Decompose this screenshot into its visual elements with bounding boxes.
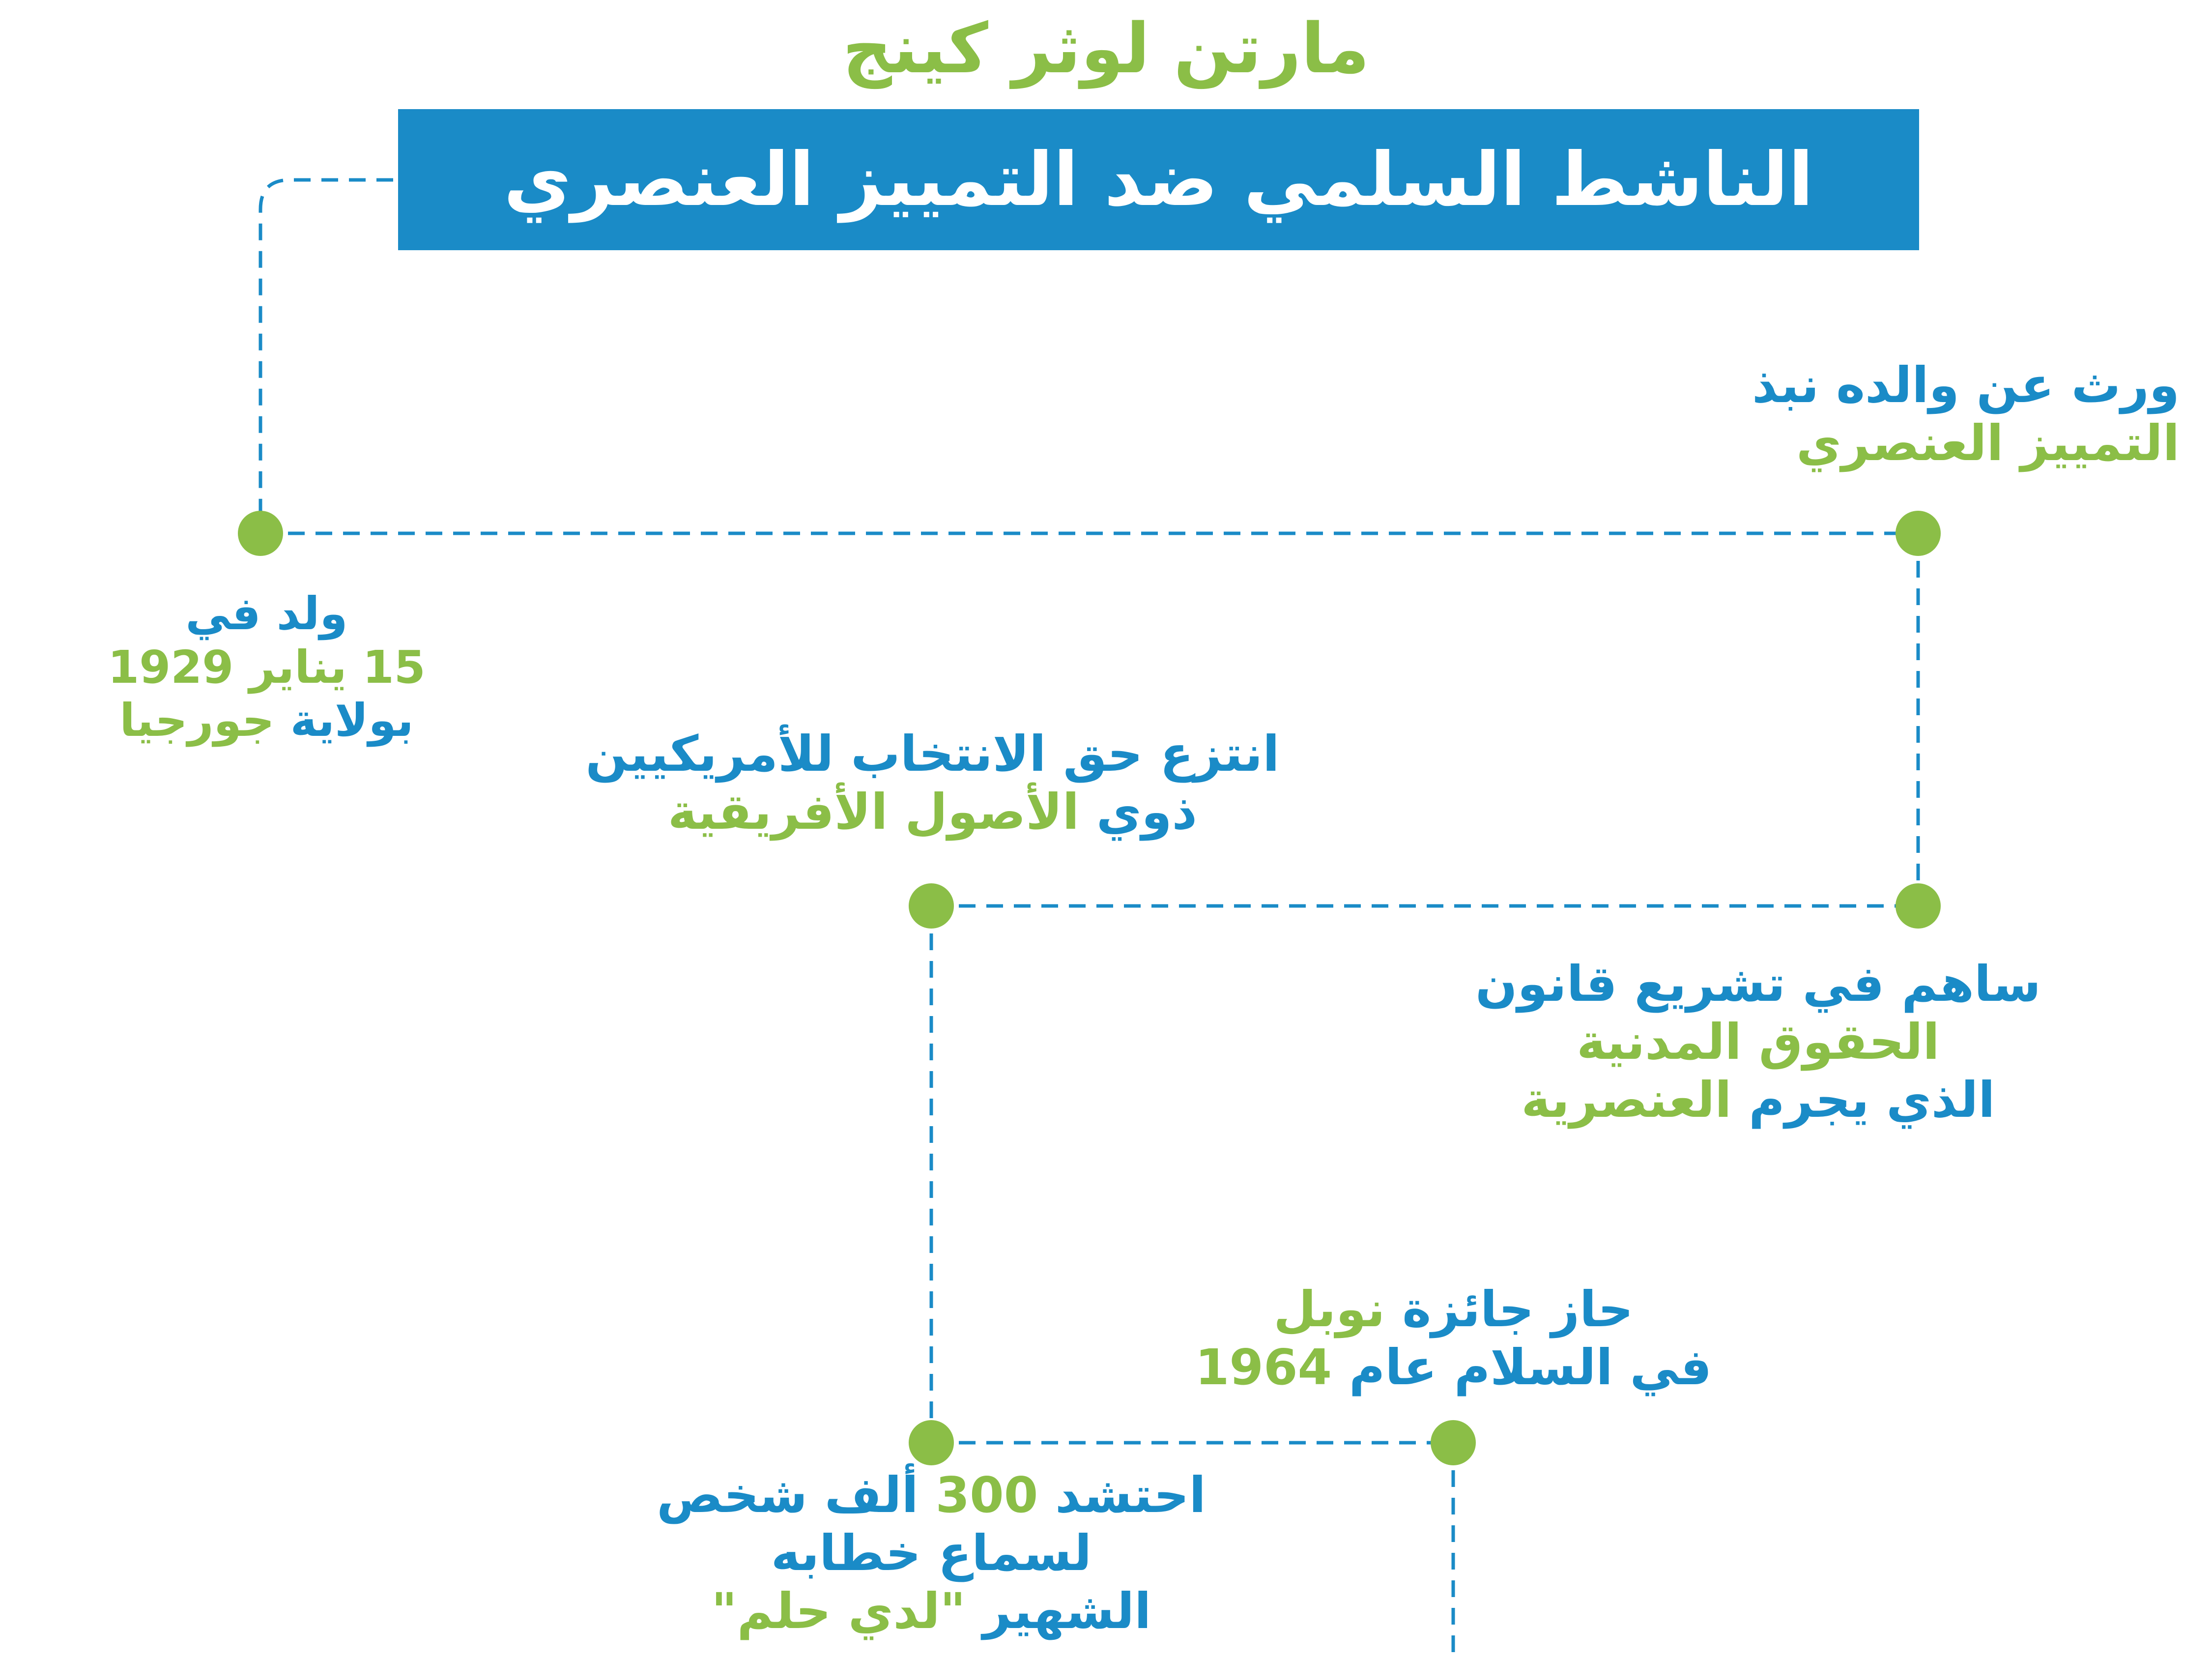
event-line (1661, 356, 2180, 414)
event-text: "لدي حلم" (711, 1582, 966, 1640)
event-text: بولاية (274, 694, 414, 747)
event-line (1160, 1281, 1747, 1339)
event-nobel-prize (1160, 1281, 1747, 1397)
event-line (106, 641, 428, 695)
event-line (106, 694, 428, 748)
event-text: العنصرية (1521, 1071, 1732, 1129)
event-voting-right (575, 725, 1290, 841)
event-line (1450, 1013, 2067, 1071)
event-line (619, 1466, 1243, 1524)
event-line (1450, 955, 2067, 1013)
timeline-dot-dream-speech (909, 1420, 954, 1465)
subtitle-text: الناشط السلمي ضد التمييز العنصري (503, 137, 1814, 223)
event-text: الشهير (965, 1582, 1151, 1640)
event-text: الحقوق المدنية (1577, 1013, 1940, 1071)
event-text: الذي يجرم (1731, 1071, 1995, 1129)
timeline-dot-inherited (1896, 511, 1941, 556)
event-text: 300 (935, 1466, 1038, 1524)
event-line (619, 1582, 1243, 1640)
event-line (1661, 414, 2180, 472)
event-text: ذوي (1079, 783, 1197, 841)
event-line (1450, 1071, 2067, 1129)
event-line (575, 783, 1290, 841)
event-text: انتزع حق الانتخاب للأمريكيين (585, 725, 1280, 783)
event-text: في السلام عام (1332, 1339, 1712, 1396)
connector-title-to-start (260, 180, 393, 531)
timeline-dot-born (238, 511, 283, 556)
timeline-dot-civil-rights-law (1896, 883, 1941, 929)
event-civil-rights-law (1450, 955, 2067, 1129)
event-line (106, 587, 428, 641)
event-text: نوبل (1273, 1281, 1385, 1338)
timeline-dot-nobel-prize (1431, 1420, 1476, 1465)
event-text: لسماع خطابه (771, 1524, 1092, 1582)
event-inherited (1661, 356, 2180, 472)
event-born (106, 587, 428, 748)
event-dream-speech (619, 1466, 1243, 1640)
event-line (1160, 1339, 1747, 1397)
event-line (575, 725, 1290, 783)
event-text: جورجيا (119, 694, 275, 747)
timeline-dot-voting-right (909, 883, 954, 929)
event-text: حاز جائزة (1385, 1281, 1634, 1338)
event-text: ورث عن والده نبذ (1752, 356, 2180, 414)
event-text: احتشد (1038, 1466, 1206, 1524)
event-text: ألف شخص (657, 1466, 936, 1524)
event-text: ولد في (185, 587, 348, 640)
event-text: ساهم في تشريع قانون (1475, 955, 2041, 1013)
event-text: 15 يناير 1929 (108, 640, 426, 694)
event-text: التمييز العنصري (1796, 414, 2180, 472)
page-title: مارتن لوثر كينج (842, 9, 1370, 89)
event-line (619, 1524, 1243, 1582)
event-text: 1964 (1195, 1339, 1332, 1396)
event-text: الأصول الأفريقية (667, 783, 1080, 841)
